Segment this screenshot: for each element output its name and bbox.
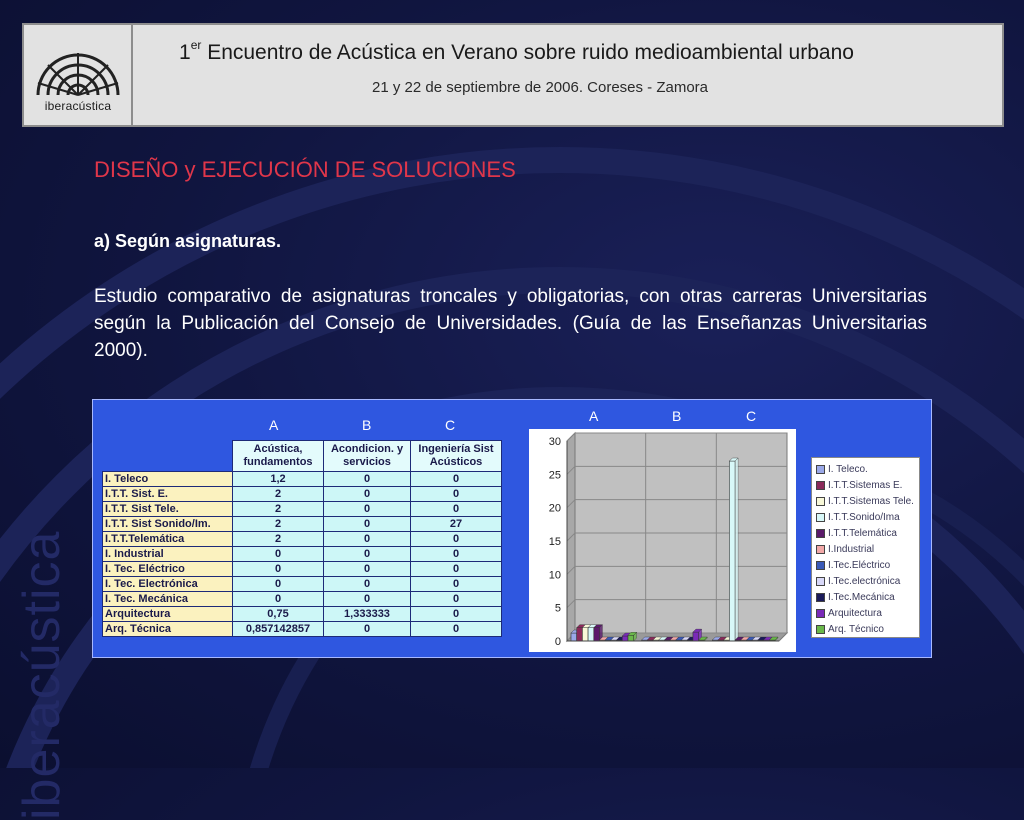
chart-letter-a: A [589,408,599,424]
legend-label: I.Tec.electrónica [828,575,901,587]
logo-arcs-icon [34,35,122,97]
cell-a: 0 [233,592,324,607]
legend-item [816,621,915,637]
side-brand-text: iberacústica [13,530,71,820]
table-corner [103,441,233,472]
legend-swatch [816,625,825,634]
cell-a: 0 [233,547,324,562]
cell-a: 2 [233,487,324,502]
cell-b: 0 [324,532,411,547]
bar [571,633,577,641]
y-tick-label: 20 [548,502,561,515]
legend-label: Arquitectura [828,607,882,619]
legend-label: I.Tec.Mecánica [828,591,895,603]
legend-item [816,461,915,477]
bar [628,635,634,641]
cell-b: 0 [324,517,411,532]
bar [582,628,588,641]
legend-swatch [816,513,825,522]
legend-swatch [816,465,825,474]
table-letter-b: B [362,417,372,433]
event-subtitle: 21 y 22 de septiembre de 2006. Coreses - Zamora [372,79,709,96]
cell-b: 0 [324,472,411,487]
event-title [179,40,854,65]
title-sup: er [190,38,202,52]
bar [729,461,735,641]
y-tick-label: 0 [554,636,561,648]
legend-item [816,573,915,589]
y-tick-label: 15 [548,536,561,548]
bar [594,628,600,641]
cell-a: 1,2 [233,472,324,487]
legend-swatch [816,497,825,506]
logo [24,25,133,125]
cell-b: 1,333333 [324,607,411,622]
y-tick-label: 5 [554,602,561,615]
table-row [103,547,502,562]
legend-swatch [816,593,825,602]
table-row [103,607,502,622]
legend-item [816,557,915,573]
cell-c: 0 [411,562,502,577]
legend-label: I.T.T.Sistemas Tele. [828,495,914,507]
row-label: I. Tec. Electrónica [103,577,233,592]
subheading: a) Según asignaturas. [94,231,282,251]
col-header-c: Ingeniería Sist Acústicos [411,441,502,472]
table-row [103,577,502,592]
col-header-b: Acondicion. y servicios [324,441,411,472]
chart-letter-c: C [746,408,757,424]
legend-swatch [816,577,825,586]
legend-swatch [816,561,825,570]
legend-item [816,589,915,605]
cell-c: 0 [411,502,502,517]
row-label: I. Industrial [103,547,233,562]
title-rest: Encuentro de Acústica en Verano sobre ruido medioambiental urbano [201,41,854,64]
legend-swatch [816,529,825,538]
table-row [103,472,502,487]
cell-b: 0 [324,562,411,577]
cell-b: 0 [324,622,411,637]
legend-label: I.T.T.Sonido/Ima [828,511,900,523]
body-paragraph: Estudio comparativo de asignaturas troncales y obligatorias, con otras carreras Universitarias según la Publicación del Consejo de Universidades. (Guía de las Enseñanzas Universitarias 2000). [94,286,927,361]
legend-label: I. Teleco. [828,463,868,475]
table-letter-a: A [269,417,279,433]
cell-b: 0 [324,547,411,562]
legend-item [816,509,915,525]
table-row [103,562,502,577]
cell-b: 0 [324,592,411,607]
legend-swatch [816,545,825,554]
cell-a: 0 [233,562,324,577]
row-label: I.T.T. Sist Tele. [103,502,233,517]
cell-a: 0,857142857 [233,622,324,637]
row-label: Arquitectura [103,607,233,622]
cell-a: 2 [233,517,324,532]
cell-b: 0 [324,487,411,502]
bar-chart-svg [529,429,796,652]
cell-b: 0 [324,502,411,517]
cell-c: 0 [411,532,502,547]
y-tick-label: 30 [548,436,561,448]
row-label: I.T.T. Sist. E. [103,487,233,502]
section-title: DISEÑO y EJECUCIÓN DE SOLUCIONES [94,157,516,182]
cell-a: 0 [233,577,324,592]
row-label: I.T.T. Sist Sonido/Im. [103,517,233,532]
cell-a: 2 [233,532,324,547]
table-row [103,592,502,607]
cell-c: 0 [411,487,502,502]
comparison-panel [92,399,932,658]
bar [588,628,594,641]
legend-label: I.T.T.Telemática [828,527,897,539]
legend-swatch [816,481,825,490]
logo-text: iberacústica [44,99,112,113]
bar-side [735,458,738,641]
y-tick-label: 25 [548,469,561,482]
chart-letter-b: B [672,408,682,424]
bar [622,636,628,641]
bar [693,632,699,641]
cell-c: 0 [411,607,502,622]
cell-c: 0 [411,622,502,637]
legend-swatch [816,609,825,618]
header-banner [22,23,1004,127]
cell-c: 0 [411,547,502,562]
cell-c: 27 [411,517,502,532]
row-label: Arq. Técnica [103,622,233,637]
table-row [103,502,502,517]
legend-label: I.Tec.Eléctrico [828,559,891,571]
row-label: I.T.T.Telemática [103,532,233,547]
data-table [102,440,502,637]
table-row [103,517,502,532]
cell-a: 2 [233,502,324,517]
row-label: I. Teleco [103,472,233,487]
table-row [103,622,502,637]
y-tick-label: 10 [548,569,561,582]
legend-item [816,493,915,509]
cell-b: 0 [324,577,411,592]
col-header-a: Acústica, fundamentos [233,441,324,472]
title-prefix: 1 [179,41,191,64]
bar-chart [529,429,796,652]
bar [577,628,583,641]
legend-label: Arq. Técnico [828,623,884,635]
table-row [103,532,502,547]
table-body [103,472,502,637]
row-label: I. Tec. Mecánica [103,592,233,607]
cell-c: 0 [411,592,502,607]
cell-a: 0,75 [233,607,324,622]
chart-legend [811,457,920,638]
row-label: I. Tec. Eléctrico [103,562,233,577]
cell-c: 0 [411,472,502,487]
legend-label: I.T.T.Sistemas E. [828,479,903,491]
table-letter-c: C [445,417,456,433]
legend-item [816,477,915,493]
legend-item [816,525,915,541]
table-row [103,487,502,502]
cell-c: 0 [411,577,502,592]
legend-item [816,541,915,557]
legend-label: I.Industrial [828,543,875,555]
legend-item [816,605,915,621]
